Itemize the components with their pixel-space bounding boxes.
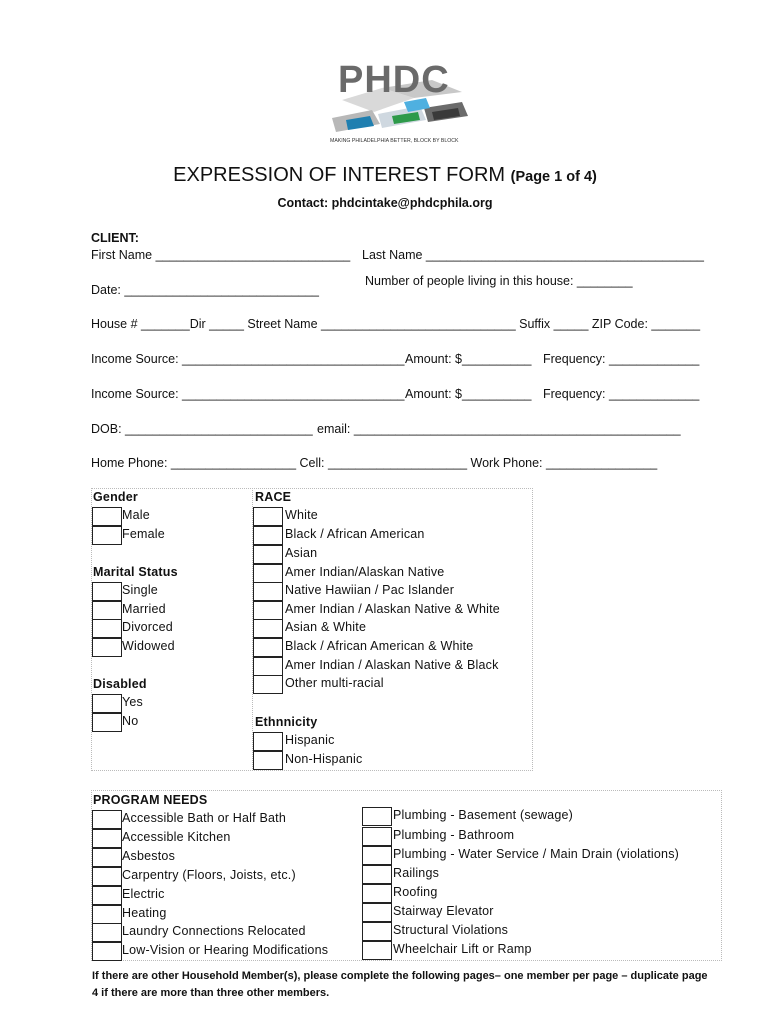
checkbox-need-plumbing-bathroom[interactable] (362, 827, 392, 846)
race-label: Black / African American (285, 527, 425, 541)
income-amount-2-field[interactable]: Amount: $__________ (405, 387, 532, 401)
checkbox-need-heating[interactable] (92, 905, 122, 924)
checkbox-ethnicity-hispanic[interactable] (253, 732, 283, 751)
need-label: Low-Vision or Hearing Modifications (122, 943, 329, 957)
demographics-table (91, 488, 533, 771)
checkbox-race-asian-white[interactable] (253, 619, 283, 638)
need-label: Plumbing - Water Service / Main Drain (violations) (393, 847, 680, 861)
need-label: Asbestos (122, 849, 176, 863)
checkbox-need-wheelchair[interactable] (362, 941, 392, 960)
need-label: Laundry Connections Relocated (122, 924, 306, 938)
checkbox-race-asian[interactable] (253, 545, 283, 564)
gender-label-female: Female (122, 527, 165, 541)
disabled-label-no: No (122, 714, 139, 728)
checkbox-gender-female[interactable] (92, 526, 122, 545)
ethnicity-label-non-hispanic: Non-Hispanic (285, 752, 363, 766)
checkbox-need-structural[interactable] (362, 922, 392, 941)
gender-heading: Gender (93, 490, 138, 504)
race-heading: RACE (255, 490, 292, 504)
need-label: Heating (122, 906, 167, 920)
checkbox-marital-divorced[interactable] (92, 619, 122, 638)
checkbox-marital-single[interactable] (92, 582, 122, 601)
checkbox-need-laundry[interactable] (92, 923, 122, 942)
income-amount-1-field[interactable]: Amount: $__________ (405, 352, 532, 366)
checkbox-need-asbestos[interactable] (92, 848, 122, 867)
checkbox-need-accessible-bath[interactable] (92, 810, 122, 829)
address-field[interactable]: House # _______Dir _____ Street Name ____________________________ Suffix _____ ZIP Code: _______ (91, 317, 701, 331)
dob-field[interactable]: DOB: ___________________________ (91, 422, 313, 436)
checkbox-need-stairway-elevator[interactable] (362, 903, 392, 922)
marital-label-single: Single (122, 583, 158, 597)
race-label: Native Hawiian / Pac Islander (285, 583, 455, 597)
form-title-page: (Page 1 of 4) (510, 169, 597, 185)
need-label: Carpentry (Floors, Joists, etc.) (122, 868, 296, 882)
need-label: Wheelchair Lift or Ramp (393, 942, 532, 956)
need-label: Structural Violations (393, 923, 509, 937)
checkbox-disabled-no[interactable] (92, 713, 122, 732)
checkbox-race-white[interactable] (253, 507, 283, 526)
checkbox-need-plumbing-water[interactable] (362, 846, 392, 865)
first-name-field[interactable]: First Name ____________________________ (91, 248, 351, 262)
checkbox-need-carpentry[interactable] (92, 867, 122, 886)
marital-label-divorced: Divorced (122, 620, 173, 634)
checkbox-gender-male[interactable] (92, 507, 122, 526)
checkbox-need-accessible-kitchen[interactable] (92, 829, 122, 848)
income-frequency-2-field[interactable]: Frequency: _____________ (543, 387, 700, 401)
contact-email: Contact: phdcintake@phdcphila.org (277, 196, 493, 210)
checkbox-race-other[interactable] (253, 675, 283, 694)
race-label: Amer Indian/Alaskan Native (285, 565, 445, 579)
race-label: Asian (285, 546, 318, 560)
checkbox-marital-widowed[interactable] (92, 638, 122, 657)
checkbox-race-amer-indian[interactable] (253, 564, 283, 583)
checkbox-disabled-yes[interactable] (92, 694, 122, 713)
income-source-2-field[interactable]: Income Source: ________________________________ (91, 387, 405, 401)
income-source-1-field[interactable]: Income Source: ________________________________ (91, 352, 405, 366)
disabled-label-yes: Yes (122, 695, 143, 709)
need-label: Plumbing - Bathroom (393, 828, 515, 842)
race-label: Amer Indian / Alaskan Native & Black (285, 658, 499, 672)
checkbox-need-electric[interactable] (92, 886, 122, 905)
logo-letters: PHDC (338, 59, 450, 101)
ethnicity-heading: Ethnnicity (255, 715, 318, 729)
income-frequency-1-field[interactable]: Frequency: _____________ (543, 352, 700, 366)
checkbox-race-black[interactable] (253, 526, 283, 545)
program-needs-heading: PROGRAM NEEDS (93, 793, 208, 807)
race-label: Amer Indian / Alaskan Native & White (285, 602, 500, 616)
need-label: Accessible Kitchen (122, 830, 231, 844)
marital-label-married: Married (122, 602, 166, 616)
need-label: Accessible Bath or Half Bath (122, 811, 287, 825)
phones-field[interactable]: Home Phone: __________________ Cell: ____________________ Work Phone: ________________ (91, 456, 658, 470)
footer-note: If there are other Household Member(s), please complete the following pages– one member per page – duplicate page 4 if there are more than three other members. (92, 970, 708, 999)
checkbox-race-amer-indian-black[interactable] (253, 657, 283, 676)
need-label: Electric (122, 887, 165, 901)
need-label: Roofing (393, 885, 438, 899)
checkbox-need-plumbing-basement[interactable] (362, 807, 392, 826)
household-count-field[interactable]: Number of people living in this house: ________ (365, 274, 633, 288)
race-label: Black / African American & White (285, 639, 474, 653)
need-label: Stairway Elevator (393, 904, 494, 918)
email-field[interactable]: email: _______________________________________________ (317, 422, 681, 436)
last-name-field[interactable]: Last Name ________________________________________ (362, 248, 704, 262)
checkbox-need-low-vision[interactable] (92, 942, 122, 961)
checkbox-race-black-white[interactable] (253, 638, 283, 657)
checkbox-race-pac-islander[interactable] (253, 582, 283, 601)
date-field[interactable]: Date: ____________________________ (91, 283, 320, 297)
ethnicity-label-hispanic: Hispanic (285, 733, 335, 747)
race-label: White (285, 508, 318, 522)
race-label: Asian & White (285, 620, 367, 634)
disabled-heading: Disabled (93, 677, 147, 691)
checkbox-race-amer-indian-white[interactable] (253, 601, 283, 620)
logo-tagline: MAKING PHILADELPHIA BETTER, BLOCK BY BLOCK (330, 138, 459, 144)
phdc-logo (322, 58, 472, 148)
need-label: Plumbing - Basement (sewage) (393, 808, 573, 822)
client-heading: CLIENT: (91, 231, 139, 245)
gender-label-male: Male (122, 508, 150, 522)
need-label: Railings (393, 866, 440, 880)
checkbox-marital-married[interactable] (92, 601, 122, 620)
program-needs-table (91, 790, 722, 961)
checkbox-ethnicity-non-hispanic[interactable] (253, 751, 283, 770)
checkbox-need-railings[interactable] (362, 865, 392, 884)
checkbox-need-roofing[interactable] (362, 884, 392, 903)
marital-heading: Marital Status (93, 565, 178, 579)
form-title-main: EXPRESSION OF INTEREST FORM (173, 164, 506, 186)
marital-label-widowed: Widowed (122, 639, 175, 653)
race-label: Other multi-racial (285, 676, 384, 690)
form-title (0, 164, 770, 187)
